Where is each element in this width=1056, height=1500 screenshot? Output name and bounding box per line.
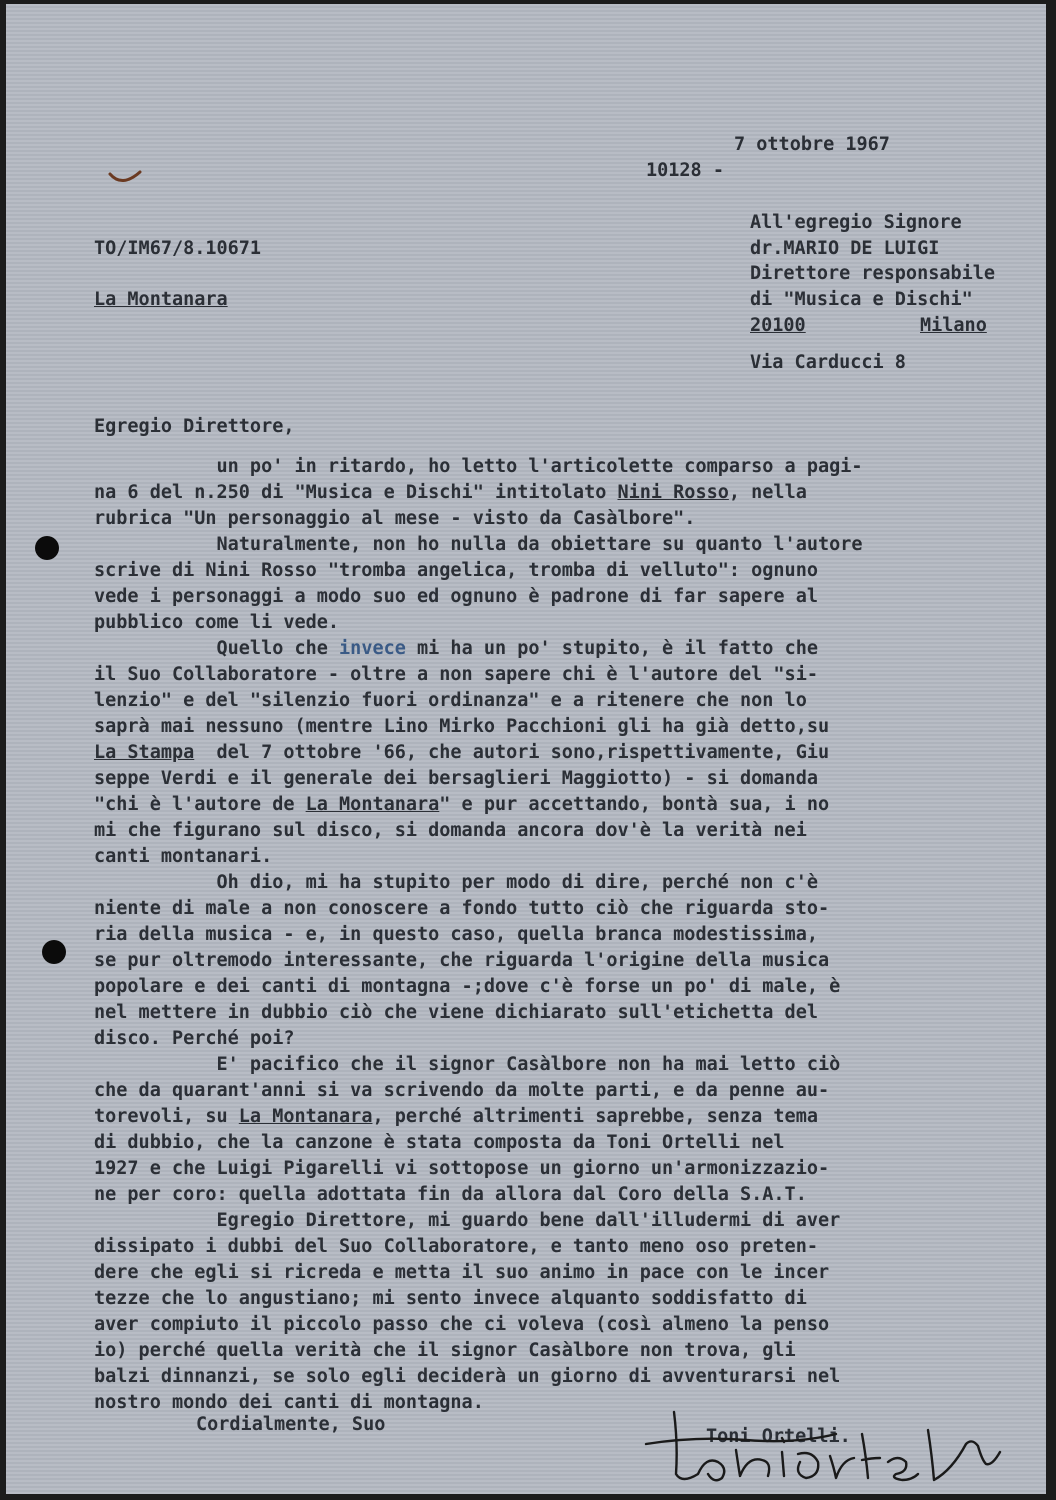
body-line bbox=[94, 740, 829, 766]
punch-hole-bottom bbox=[42, 940, 66, 964]
body-line: scrive di Nini Rosso "tromba angelica, tromba di velluto": ognuno bbox=[94, 560, 818, 581]
body-text: "chi è l'autore de bbox=[94, 794, 306, 815]
body-line: Naturalmente, non ho nulla da obiettare su quanto l'autore bbox=[94, 534, 863, 555]
body-line: mi che figurano sul disco, si domanda ancora dov'è la verità nei bbox=[94, 820, 807, 841]
body-line: pubblico come li vede. bbox=[94, 612, 340, 633]
punch-hole-top bbox=[35, 536, 59, 560]
reference-code: TO/IM67/8.10671 bbox=[94, 238, 262, 259]
body-line: nostro mondo dei canti di montagna. bbox=[94, 1392, 484, 1413]
body-text: " e pur accettando, bontà sua, i no bbox=[439, 794, 830, 815]
body-line bbox=[94, 636, 818, 662]
letter-number: 10128 - bbox=[646, 160, 724, 181]
song-title: La Montanara bbox=[305, 794, 440, 815]
body-line: un po' in ritardo, ho letto l'articolette comparso a pagi- bbox=[94, 456, 863, 477]
body-line bbox=[94, 480, 807, 506]
body-line: che da quarant'anni si va scrivendo da molte parti, e da penne au- bbox=[94, 1080, 830, 1101]
recipient-line: dr.MARIO DE LUIGI bbox=[750, 238, 940, 259]
body-line: il Suo Collaboratore - oltre a non sapere chi è l'autore del "si- bbox=[94, 664, 818, 685]
body-text: , nella bbox=[728, 482, 807, 503]
recipient-line: di "Musica e Dischi" bbox=[750, 289, 973, 310]
body-line: seppe Verdi e il generale dei bersaglieri Maggiotto) - si domanda bbox=[94, 768, 818, 789]
recipient-street: Via Carducci 8 bbox=[750, 352, 906, 373]
body-text: Quello che bbox=[94, 638, 340, 659]
body-line bbox=[94, 1104, 818, 1130]
body-line: tezze che lo angustiano; mi sento invece alquanto soddisfatto di bbox=[94, 1288, 807, 1309]
body-line: canti montanari. bbox=[94, 846, 273, 867]
body-line: dere che egli si ricreda e metta il suo animo in pace con le incer bbox=[94, 1262, 830, 1283]
body-line: balzi dinnanzi, se solo egli deciderà un giorno di avventurarsi nel bbox=[94, 1366, 841, 1387]
body-line: E' pacifico che il signor Casàlbore non ha mai letto ciò bbox=[94, 1054, 841, 1075]
body-line: io) perché quella verità che il signor Casàlbore non trova, gli bbox=[94, 1340, 796, 1361]
letter-sheet bbox=[6, 4, 1046, 1494]
body-line: ria della musica - e, in questo caso, quella branca modestissima, bbox=[94, 924, 818, 945]
body-line: saprà mai nessuno (mentre Lino Mirko Pacchioni gli ha già detto,su bbox=[94, 716, 830, 737]
recipient-postcode: 20100 bbox=[750, 315, 806, 336]
body-line: niente di male a non conoscere a fondo tutto ciò che riguarda sto- bbox=[94, 898, 830, 919]
body-line: lenzio" e del "silenzio fuori ordinanza" e a ritenere che non lo bbox=[94, 690, 807, 711]
ink-mark bbox=[106, 164, 146, 190]
body-line: disco. Perché poi? bbox=[94, 1028, 295, 1049]
body-text: del 7 ottobre '66, che autori sono,rispettivamente, Giu bbox=[194, 742, 830, 763]
body-line: Egregio Direttore, mi guardo bene dall'illudermi di aver bbox=[94, 1210, 841, 1231]
recipient-line: All'egregio Signore bbox=[750, 212, 962, 233]
newspaper-title: La Stampa bbox=[94, 742, 195, 763]
body-text: , perché altrimenti saprebbe, senza tema bbox=[372, 1106, 818, 1127]
subject-line: La Montanara bbox=[94, 289, 228, 310]
typed-signature: Toni Ortelli. bbox=[706, 1426, 851, 1447]
body-text: na 6 del n.250 di "Musica e Dischi" intitolato bbox=[94, 482, 618, 503]
article-title: Nini Rosso bbox=[617, 482, 729, 503]
body-line: popolare e dei canti di montagna -;dove c'è forse un po' di male, è bbox=[94, 976, 841, 997]
body-line: se pur oltremodo interessante, che riguarda l'origine della musica bbox=[94, 950, 830, 971]
body-line: ne per coro: quella adottata fin da allora dal Coro della S.A.T. bbox=[94, 1184, 807, 1205]
body-line bbox=[94, 792, 829, 818]
body-line: vede i personaggi a modo suo ed ognuno è padrone di far sapere al bbox=[94, 586, 818, 607]
letter-date: 7 ottobre 1967 bbox=[734, 134, 890, 155]
body-line: rubrica "Un personaggio al mese - visto da Casàlbore". bbox=[94, 508, 696, 529]
body-line: nel mettere in dubbio ciò che viene dichiarato sull'etichetta del bbox=[94, 1002, 818, 1023]
salutation: Egregio Direttore, bbox=[94, 416, 295, 437]
closing: Cordialmente, Suo bbox=[196, 1414, 386, 1435]
recipient-line: Direttore responsabile bbox=[750, 263, 996, 284]
body-text: mi ha un po' stupito, è il fatto che bbox=[405, 638, 818, 659]
song-title: La Montanara bbox=[238, 1106, 373, 1127]
body-line: aver compiuto il piccolo passo che ci voleva (così almeno la penso bbox=[94, 1314, 830, 1335]
body-line: di dubbio, che la canzone è stata composta da Toni Ortelli nel bbox=[94, 1132, 785, 1153]
recipient-city: Milano bbox=[920, 315, 987, 336]
body-line: Oh dio, mi ha stupito per modo di dire, perché non c'è bbox=[94, 872, 818, 893]
body-text: torevoli, su bbox=[94, 1106, 239, 1127]
body-line: 1927 e che Luigi Pigarelli vi sottopose un giorno un'armonizzazio- bbox=[94, 1158, 830, 1179]
handwritten-insert: invece bbox=[339, 638, 406, 659]
body-line: dissipato i dubbi del Suo Collaboratore, e tanto meno oso preten- bbox=[94, 1236, 818, 1257]
handwritten-signature-icon bbox=[636, 1404, 1006, 1490]
